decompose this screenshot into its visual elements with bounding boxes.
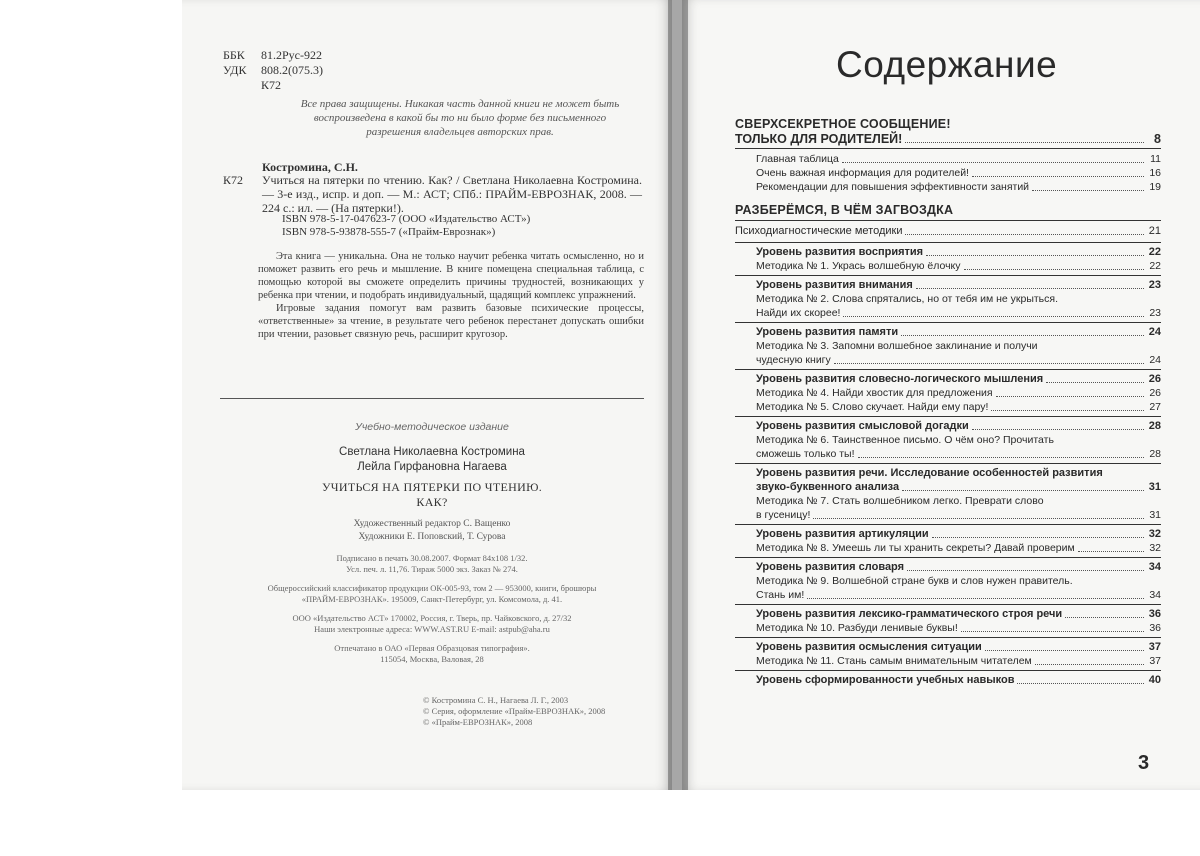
illustrators-credit: Художники Е. Поповский, Т. Сурова — [358, 532, 506, 542]
catalog-author-heading: Костромина, С.Н. — [262, 160, 358, 174]
toc-level-block — [735, 524, 1161, 555]
toc-level-entry[interactable]: Уровень развития артикуляции 32 — [756, 528, 1161, 540]
book-title-line: УЧИТЬСЯ НА ПЯТЕРКИ ПО ЧТЕНИЮ. — [321, 480, 543, 494]
toc-level-entry[interactable]: Уровень развития лексико-грамматического строя речи 36 — [756, 608, 1161, 620]
author-mark-row: К72 — [261, 78, 282, 92]
isbn-list — [282, 213, 530, 239]
toc-method-entry[interactable]: Методика № 8. Умеешь ли ты хранить секреты? Давай проверим 32 — [756, 542, 1161, 554]
classifier-info: Общероссийский классификатор продукции ОК-005-93, том 2 — 953000, книги, брошюры — [267, 583, 597, 593]
toc-entry[interactable]: Психодиагностические методики 21 — [735, 225, 1161, 237]
toc-method-line[interactable]: Методика № 3. Запомни волшебное заклинание и получи — [756, 340, 1038, 352]
bbk-code-row: ББК 81.2Рус-922 — [223, 48, 322, 62]
authors-list — [220, 445, 644, 475]
copyright-line: © Серия, оформление «Прайм-ЕВРОЗНАК», 2008 — [423, 706, 606, 716]
publisher-info: Наши электронные адреса: WWW.AST.RU E-mail: astpub@aha.ru — [314, 624, 550, 634]
art-editor-credit: Художественный редактор С. Ващенко — [353, 519, 511, 529]
toc-section-heading: СВЕРХСЕКРЕТНОЕ СООБЩЕНИЕ! — [735, 117, 951, 131]
toc-level-block — [735, 242, 1161, 273]
toc-level-line[interactable]: Уровень развития речи. Исследование особенностей развития — [756, 467, 1103, 479]
toc-entry[interactable]: Рекомендации для повышения эффективности занятий 19 — [756, 181, 1161, 193]
credits — [220, 518, 644, 544]
toc-level-block — [735, 275, 1161, 320]
toc-section-heading: РАЗБЕРЁМСЯ, В ЧЁМ ЗАГВОЗДКА — [735, 203, 954, 217]
publisher-info: ООО «Издательство АСТ» 170002, Россия, г. Тверь, пр. Чайковского, д. 27/32 — [292, 613, 572, 623]
toc-level-block — [735, 637, 1161, 668]
toc-method-entry[interactable]: в гусеницу! 31 — [756, 509, 1161, 521]
toc-method-entry[interactable]: Методика № 11. Стань самым внимательным читателем 37 — [756, 655, 1161, 667]
page-number: 3 — [1138, 752, 1150, 774]
toc-level-entry[interactable]: Уровень развития внимания 23 — [756, 279, 1161, 291]
printer-info: Отпечатано в ОАО «Первая Образцовая типография». — [334, 643, 530, 653]
toc-method-line[interactable]: Методика № 2. Слова спрятались, но от тебя им не укрыться. — [756, 293, 1058, 305]
toc-level-entry[interactable]: Уровень развития осмысления ситуации 37 — [756, 641, 1161, 653]
toc-section-heading-entry[interactable]: ТОЛЬКО ДЛЯ РОДИТЕЛЕЙ! 8 — [735, 132, 1161, 146]
toc-level-entry[interactable]: Уровень развития словесно-логического мышления 26 — [756, 373, 1161, 385]
left-page-divider — [220, 398, 644, 399]
toc-entry[interactable]: Главная таблица 11 — [756, 153, 1161, 165]
toc-method-line[interactable]: Методика № 6. Таинственное письмо. О чём оно? Прочитать — [756, 434, 1054, 446]
toc-level-block — [735, 416, 1161, 461]
book-title-line: КАК? — [416, 495, 448, 509]
toc-divider — [735, 220, 1161, 221]
imprint — [220, 553, 644, 665]
book-gutter — [668, 0, 688, 790]
edition-type: Учебно-методическое издание — [355, 421, 509, 433]
toc-level-entry[interactable]: Уровень развития восприятия 22 — [756, 246, 1161, 258]
toc-level-entry[interactable]: Уровень развития словаря 34 — [756, 561, 1161, 573]
toc-level-block — [735, 463, 1161, 522]
toc-method-line[interactable]: Методика № 9. Волшебной стране букв и слов нужен правитель. — [756, 575, 1073, 587]
printer-info: 115054, Москва, Валовая, 28 — [380, 654, 484, 664]
udk-code-row: УДК 808.2(075.3) — [223, 63, 323, 77]
toc-method-entry[interactable]: Стань им! 34 — [756, 589, 1161, 601]
toc-method-entry[interactable]: сможешь только ты! 28 — [756, 448, 1161, 460]
toc-method-entry[interactable]: Найди их скорее! 23 — [756, 307, 1161, 319]
catalog-description: Учиться на пятерки по чтению. Как? / Светлана Николаевна Костромина. — 3-е изд., испр. и доп. — М.: АСТ; СПб.: ПРАЙМ-ЕВРОЗНАК, 2008. — 224 с.: ил. — (На пятерки!). — [262, 173, 642, 215]
copyright-line: © «Прайм-ЕВРОЗНАК», 2008 — [423, 717, 533, 727]
toc-level-entry[interactable]: звуко-буквенного анализа 31 — [756, 481, 1161, 493]
annotation-paragraph: Игровые задания помогут вам развить базовые психические процессы, «ответственные» за чтение, в результате чего ребенок перестанет допускать ошибки при чтении, разовьет связную речь, расширит кругозор. — [258, 303, 644, 340]
toc-method-entry[interactable]: Методика № 10. Разбуди ленивые буквы! 36 — [756, 622, 1161, 634]
toc-divider — [735, 148, 1161, 149]
toc-entry[interactable]: Очень важная информация для родителей! 16 — [756, 167, 1161, 179]
book-title — [220, 480, 644, 510]
author-name: Светлана Николаевна Костромина — [339, 446, 525, 458]
toc-method-entry[interactable]: Методика № 1. Укрась волшебную ёлочку 22 — [756, 260, 1161, 272]
toc-level-block — [735, 604, 1161, 635]
toc-method-entry[interactable]: Методика № 5. Слово скучает. Найди ему пару! 27 — [756, 401, 1161, 413]
table-of-contents — [735, 116, 1161, 687]
toc-level-block — [735, 557, 1161, 602]
toc-level-block — [735, 670, 1161, 687]
copyright-notices — [423, 695, 663, 728]
toc-level-entry[interactable]: Уровень развития смысловой догадки 28 — [756, 420, 1161, 432]
author-name: Лейла Гирфановна Нагаева — [357, 461, 507, 473]
isbn-ast: ISBN 978-5-17-047623-7 (ООО «Издательство АСТ») — [282, 213, 531, 225]
toc-title: Содержание — [836, 44, 1058, 85]
toc-level-block — [735, 322, 1161, 367]
annotation-paragraph: Эта книга — уникальна. Она не только научит ребенка читать осмысленно, но и поможет развить его речь и мышление. В книге помещена специальная таблица, с помощью которой вы сможете определить причины трудностей, возникающих у ребенка при чтении, и подобрать индивидуальный, щадящий комплекс упражнений. — [258, 251, 644, 301]
toc-method-line[interactable]: Методика № 7. Стать волшебником легко. Преврати слово — [756, 495, 1044, 507]
isbn-prime: ISBN 978-5-93878-555-7 («Прайм-Еврознак») — [282, 226, 496, 238]
toc-level-entry[interactable]: Уровень развития памяти 24 — [756, 326, 1161, 338]
catalog-mark: К72 — [223, 173, 244, 187]
classifier-info: «ПРАЙМ-ЕВРОЗНАК». 195009, Санкт-Петербург, ул. Комсомола, д. 41. — [301, 594, 563, 604]
rights-notice: Все права защищены. Никакая часть данной книги не может быть воспроизведена в какой бы то ни было форме без письменного разрешения владельцев авторских прав. — [300, 98, 620, 138]
print-info: Усл. печ. л. 11,76. Тираж 5000 экз. Заказ № 274. — [346, 564, 518, 574]
classification-codes — [223, 48, 323, 93]
toc-method-entry[interactable]: чудесную книгу 24 — [756, 354, 1161, 366]
toc-level-entry[interactable]: Уровень сформированности учебных навыков 40 — [756, 674, 1161, 686]
copyright-line: © Костромина С. Н., Нагаева Л. Г., 2003 — [423, 695, 569, 705]
toc-method-entry[interactable]: Методика № 4. Найди хвостик для предложения 26 — [756, 387, 1161, 399]
toc-level-block — [735, 369, 1161, 414]
print-info: Подписано в печать 30.08.2007. Формат 84x108 1/32. — [336, 553, 528, 563]
book-annotation — [258, 250, 644, 341]
